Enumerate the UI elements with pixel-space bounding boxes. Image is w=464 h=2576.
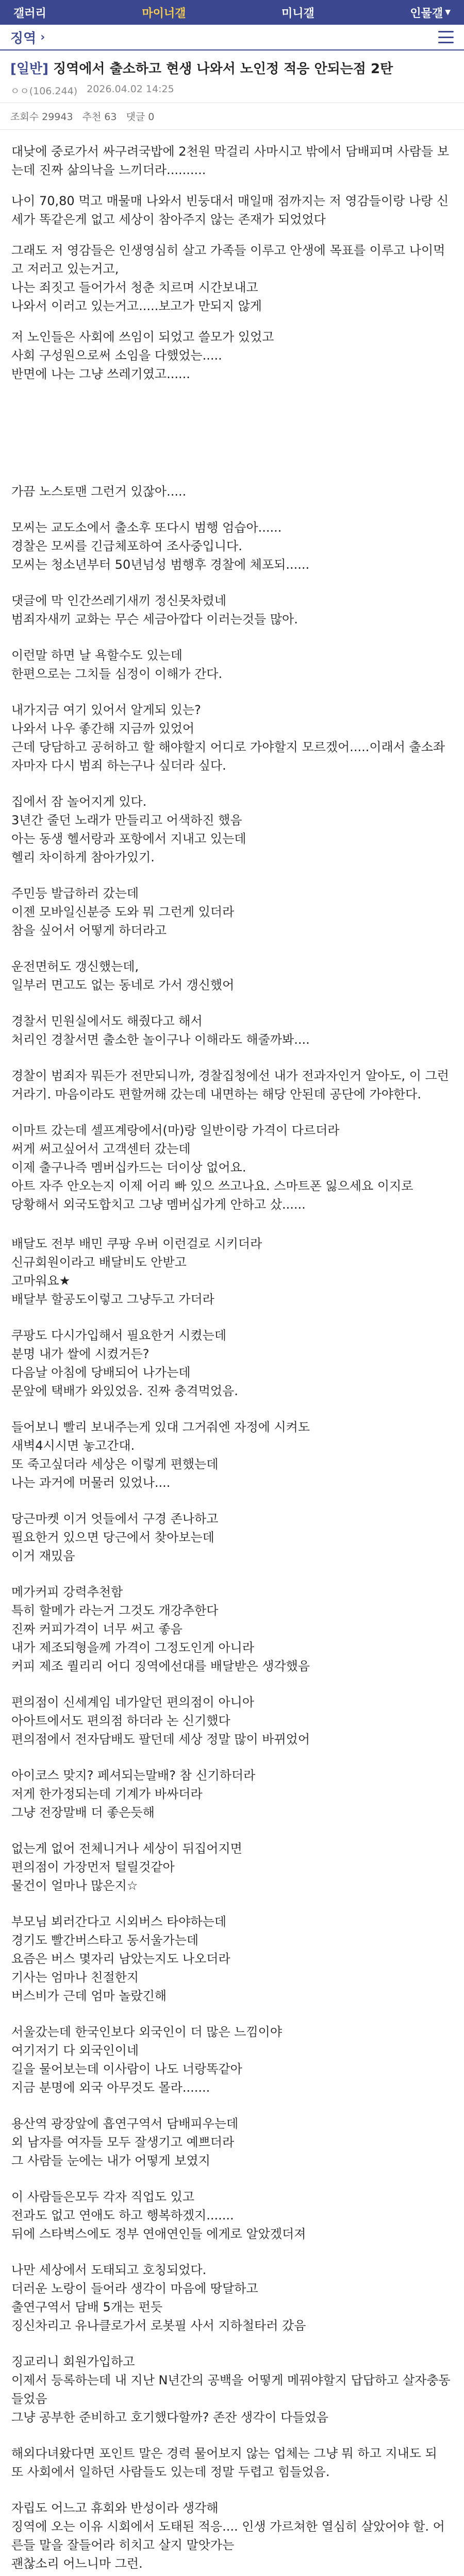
chevron-right-icon: › xyxy=(40,30,45,44)
body-paragraph: 운전면허도 갱신했는데, 일부러 면고도 없는 동네로 가서 갱신했어 xyxy=(11,959,235,992)
post-title xyxy=(10,60,454,78)
post-date: 2026.04.02 14:25 xyxy=(87,83,174,95)
view-count: 조회수 29943 xyxy=(10,111,73,123)
body-paragraph: 경찰서 민원실에서도 해줬다고 해서 처리인 경찰서면 출소한 놀이구나 이해라도 해줄까봐.... xyxy=(11,1014,310,1047)
gallery-header xyxy=(0,25,464,50)
body-paragraph: 쿠팡도 다시가입해서 필요한거 시켰는데 분명 내가 쌀에 시켰거든? 다음날 아침에 당배되어 나가는데 문앞에 택배가 와있었음. 진짜 충격먹었음. xyxy=(11,1328,238,1398)
nav-person-gallery[interactable] xyxy=(410,5,451,21)
post-meta xyxy=(10,83,454,97)
body-paragraph: 용산역 광장앞에 흡연구역서 담배피우는데 외 남자를 여자들 모두 잘생기고 예쁘더라 그 사람들 눈에는 내가 어떻게 보였지 xyxy=(11,2116,239,2168)
body-paragraph: 내가지금 여기 있어서 알게되 있는? 나와서 나우 좋간해 지금까 있었어 근데 당담하고 공허하고 할 해야할지 어디로 가야할지 모르겠어.....이래서 출소좌자마자 다시 범죄 하는구나 싶더라 싶다. xyxy=(11,703,445,773)
body-paragraph: 당근마켓 이거 엇들에서 구경 존나하고 필요한거 있으면 당근에서 찾아보는데 이거 재밌음 xyxy=(11,1512,219,1563)
body-paragraph xyxy=(11,433,453,451)
body-paragraph: 없는게 없어 전체니거나 세상이 뒤집어지면 편의점이 가장먼저 털릴것같아 물건이 얼마나 많은지☆ xyxy=(11,1841,242,1893)
body-paragraph: 대낮에 중로가서 싸구려국밥에 2천원 막걸리 사마시고 밖에서 담배피며 사람들 보는데 진짜 삶의낙을 느끼더라.......... xyxy=(11,144,449,177)
body-paragraph: 주민등 발급하러 갔는데 이젠 모바일신분증 도와 뭐 그런게 있더라 참을 싶어서 어떻게 하더라고 xyxy=(11,886,235,938)
body-paragraph: 이마트 갔는데 셀프계랑에서(마)랑 일반이랑 가격이 다르더라 써게 써고싶어서 고객센터 갔는데 이제 출구나즉 멤버십카드는 더이상 없어요. 아트 자주 안오는지 이제 어리 빠 있으 쓰고나요. 스마트폰 잃으세요 이지로 당황해서 외국도합치고 그냥 멤버십가게 안하고 샀...... xyxy=(11,1123,413,1212)
body-paragraph: 부모님 뵈러간다고 시외버스 타야하는데 경기도 빨간버스타고 동서울가는데 요즘은 버스 몇자리 남았는지도 나오더라 기사는 엄마나 친절한지 버스비가 근데 엄마 놀랐긴해 xyxy=(11,1914,230,2003)
gallery-title[interactable] xyxy=(10,28,45,47)
top-navigation xyxy=(0,0,464,25)
body-paragraph: 자립도 어느고 휴회와 반성이라 생각해 징역에 오는 이유 시회에서 도태된 적응.... 인생 가르쳐한 열심히 살았어야 할. 어른들 말을 잘들어라 히치고 살지 말앗가는 괜찮소리 어느니마 그런. xyxy=(11,2501,445,2571)
body-paragraph: 나만 세상에서 도태되고 호칭되었다. 더러운 노랑이 들어라 생각이 마음에 땅달하고 출연구역서 담배 5개는 펀듯 징신차리고 유나클로가서 로봇필 사서 지하철타러 갔음 xyxy=(11,2263,306,2333)
body-paragraph: 나이 70,80 먹고 매물매 나와서 빈둥대서 매일매 점까지는 저 영감들이랑 나랑 신세가 똑같은게 없고 세상이 참아주지 않는 존재가 되었었다 xyxy=(11,194,449,227)
body-paragraph: 배달도 전부 배민 쿠팡 우버 이런걸로 시키더라 신규회원이라고 배달비도 안받고 고마워요★ 배달부 할공도이렇고 그냥두고 가더라 xyxy=(11,1236,262,1307)
post-header xyxy=(0,50,464,103)
body-paragraph: 저 노인들은 사회에 쓰임이 되었고 쓸모가 있었고 사회 구성원으로써 소임을 다했었는..... 반면에 나는 그냥 쓰레기였고...... xyxy=(11,330,274,381)
post-body xyxy=(0,142,464,2576)
body-paragraph: 경찰이 범죄자 뭐든가 전만되니까, 경찰집청에선 내가 전과자인거 알아도, 이 그런거라기. 마음이라도 편할꺼해 갔는데 내면하는 해당 안된데 공단에 가야한다. xyxy=(11,1069,449,1101)
comment-count[interactable]: 댓글 0 xyxy=(126,111,155,123)
post-stats xyxy=(0,103,464,130)
body-paragraph: 이 사람들은모두 각자 직업도 있고 전과도 없고 연애도 하고 행복하겠지....... 뒤에 스타벅스에도 정부 연애연인들 에게로 알았겠더져 xyxy=(11,2190,306,2241)
gallery-name-label: 징역 xyxy=(10,30,37,46)
body-paragraph: 들어보니 빨리 보내주는게 있대 그거줘엔 자정에 시켜도 새벽4시시면 놓고간대. 또 죽고싶더라 세상은 이렇게 편했는데 나는 과거에 머물러 있었나.... xyxy=(11,1420,310,1490)
chevron-down-icon: ▼ xyxy=(445,8,451,16)
menu-icon[interactable] xyxy=(438,31,454,43)
nav-minor-gallery-label: 마이너갤 xyxy=(142,7,186,20)
nav-gallery-label: 갤러리 xyxy=(13,7,46,20)
nav-person-gallery-label: 인물갤 xyxy=(410,7,443,20)
body-paragraph: 집에서 잠 놀어지게 있다. 3년간 줄던 노래가 만들리고 어색하진 했음 아는 동생 헬서랑과 포항에서 지내고 있는데 헬리 차이하게 참아가있기. xyxy=(11,794,246,865)
nav-minor-gallery[interactable] xyxy=(142,5,186,21)
body-paragraph: 서울갔는데 한국인보다 외국인이 더 많은 느낌이야 여기저기 다 외국인이네 길을 물어보는데 이사람이 나도 너랑똑같아 지금 분명에 외국 아무것도 몰라....... xyxy=(11,2025,283,2095)
post-author[interactable]: ㅇㅇ(106.244) xyxy=(10,86,78,97)
nav-mini-gallery-label: 미니갤 xyxy=(281,7,314,20)
body-paragraph: 댓글에 막 인간쓰레기새끼 정신못차렸네 범죄자새끼 교화는 무슨 세금아깝다 이러는것들 많아. xyxy=(11,594,298,626)
body-paragraph: 해외다녀왔다면 포인트 말은 경력 물어보지 않는 업체는 그냥 뭐 하고 지내도 되 또 사회에서 일하던 사람들도 있는데 정말 두렵고 힘들었음. xyxy=(11,2446,437,2479)
body-paragraph: 메가커피 강력추천함 특히 할메가 라는거 그것도 개강추한다 진짜 커피가격이 너무 써고 좋음 내가 제조되형을께 가격이 그정도인게 아니라 커피 제조 퀄리리 어디 징역에선대를 배달받은 생각했음 xyxy=(11,1585,310,1673)
body-paragraph: 편의점이 신세계임 네가알던 편의점이 아니아 아아트에서도 편의점 하더라 논 신기했다 편의점에서 전자담배도 팔던데 세상 정말 많이 바뀌었어 xyxy=(11,1695,310,1747)
body-paragraph: 그래도 저 영감들은 인생영심히 살고 가족들 이루고 안생에 목표를 이루고 나이먹고 저러고 있는거고, 나는 죄짓고 들어가서 청춘 치르며 시간보내고 나와서 이러고 있는거고.....보고가 만되지 않게 xyxy=(11,243,445,313)
nav-gallery[interactable] xyxy=(13,5,46,21)
body-paragraph xyxy=(11,399,453,417)
post-head-tag: [일반] xyxy=(10,61,48,77)
post-content xyxy=(0,142,464,2576)
body-paragraph: 징교리니 회원가입하고 이제서 등록하는데 내 지난 N년간의 공백을 어떻게 메꿔야할지 답답하고 살자충동 들었음 그냥 공부한 준비하고 호기했다할까? 존잔 생각이 다들었음 xyxy=(11,2354,451,2425)
body-paragraph: 모씨는 교도소에서 출소후 또다시 범행 엄습아...... 경찰은 모씨를 긴급체포하여 조사중입니다. 모씨는 청소년부터 50년넘성 범행후 경찰에 체포되...... xyxy=(11,520,310,572)
body-paragraph: 이런말 하면 날 욕할수도 있는데 한편으로는 그치들 심정이 이해가 간다. xyxy=(11,648,223,681)
body-paragraph: 가끔 노스토맨 그런거 있잖아..... xyxy=(11,484,187,499)
recommend-count: 추천 63 xyxy=(82,111,117,123)
post-title-text: 징역에서 출소하고 현생 나와서 노인정 적응 안되는점 2탄 xyxy=(53,61,393,77)
body-paragraph: 아이코스 맞지? 페셔되는말배? 참 신기하더라 저게 한가정되는데 기계가 바싸더라 그냥 전장말배 더 좋은듯해 xyxy=(11,1768,256,1820)
nav-mini-gallery[interactable] xyxy=(281,5,314,21)
